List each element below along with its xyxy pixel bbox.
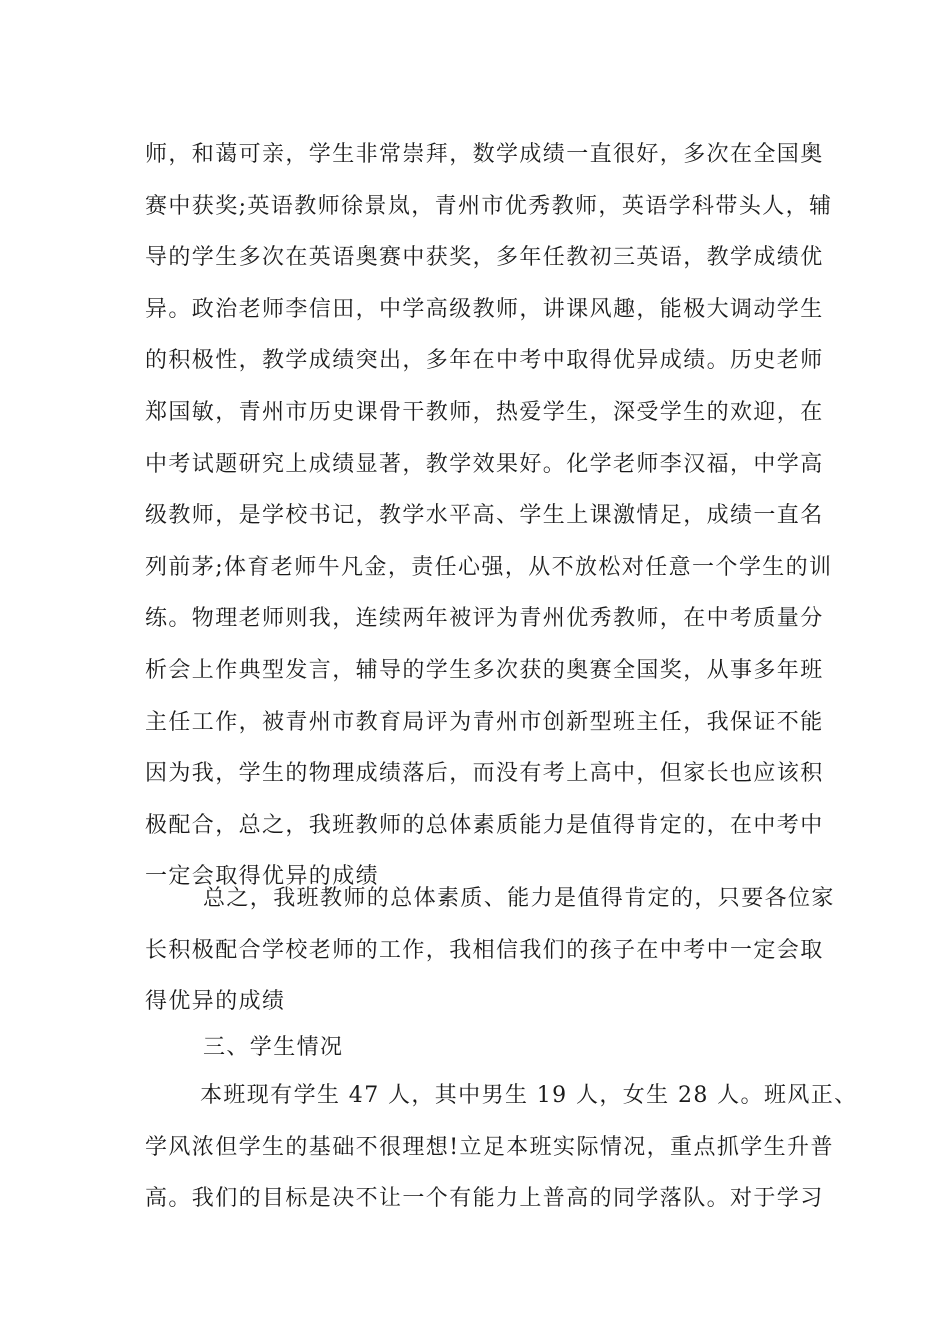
text-line: 极配合，总之，我班教师的总体素质能力是值得肯定的，在中考中	[145, 812, 824, 838]
text-line: 因为我，学生的物理成绩落后，而没有考上高中，但家长也应该积	[145, 761, 824, 787]
text-line: 赛中获奖;英语教师徐景岚，青州市优秀教师，英语学科带头人，辅	[145, 193, 833, 219]
text-line: 高。我们的目标是决不让一个有能力上普高的同学落队。对于学习	[145, 1186, 824, 1212]
text-line: 级教师，是学校书记，教学水平高、学生上课激情足，成绩一直名	[145, 503, 824, 529]
text-line: 析会上作典型发言，辅导的学生多次获的奥赛全国奖，从事多年班	[145, 657, 824, 683]
text-line: 总之，我班教师的总体素质、能力是值得肯定的，只要各位家	[203, 886, 835, 911]
text-line: 导的学生多次在英语奥赛中获奖，多年任教初三英语，教学成绩优	[145, 245, 824, 271]
paragraph-students	[145, 1070, 858, 1225]
text-line: 师，和蔼可亲，学生非常崇拜，数学成绩一直很好，多次在全国奥	[145, 142, 824, 167]
text-line: 本班现有学生 47 人，其中男生 19 人，女生 28 人。班风正、	[200, 1083, 858, 1108]
text-line: 长积极配合学校老师的工作，我相信我们的孩子在中考中一定会取	[145, 937, 824, 963]
text-line: 异。政治老师李信田，中学高级教师，讲课风趣，能极大调动学生	[145, 296, 824, 322]
text-line: 主任工作，被青州市教育局评为青州市创新型班主任，我保证不能	[145, 709, 824, 735]
text-line: 学风浓但学生的基础不很理想!立足本班实际情况，重点抓学生升普	[145, 1134, 834, 1160]
text-line: 郑国敏，青州市历史课骨干教师，热爱学生，深受学生的欢迎，在	[145, 399, 824, 425]
text-line: 的积极性，教学成绩突出，多年在中考中取得优异成绩。历史老师	[145, 348, 824, 374]
text-line: 练。物理老师则我，连续两年被评为青州优秀教师，在中考质量分	[145, 606, 824, 632]
section-heading-text: 三、学生情况	[203, 1035, 344, 1060]
paragraph-summary	[145, 873, 835, 1028]
text-line: 一定会取得优异的成绩	[145, 864, 380, 890]
section-heading	[145, 1022, 815, 1074]
text-line: 得优异的成绩	[145, 989, 286, 1015]
paragraph-teachers	[145, 129, 833, 903]
text-line: 列前茅;体育老师牛凡金，责任心强，从不放松对任意一个学生的训	[145, 554, 833, 580]
text-line: 中考试题研究上成绩显著，教学效果好。化学老师李汉福，中学高	[145, 451, 824, 477]
